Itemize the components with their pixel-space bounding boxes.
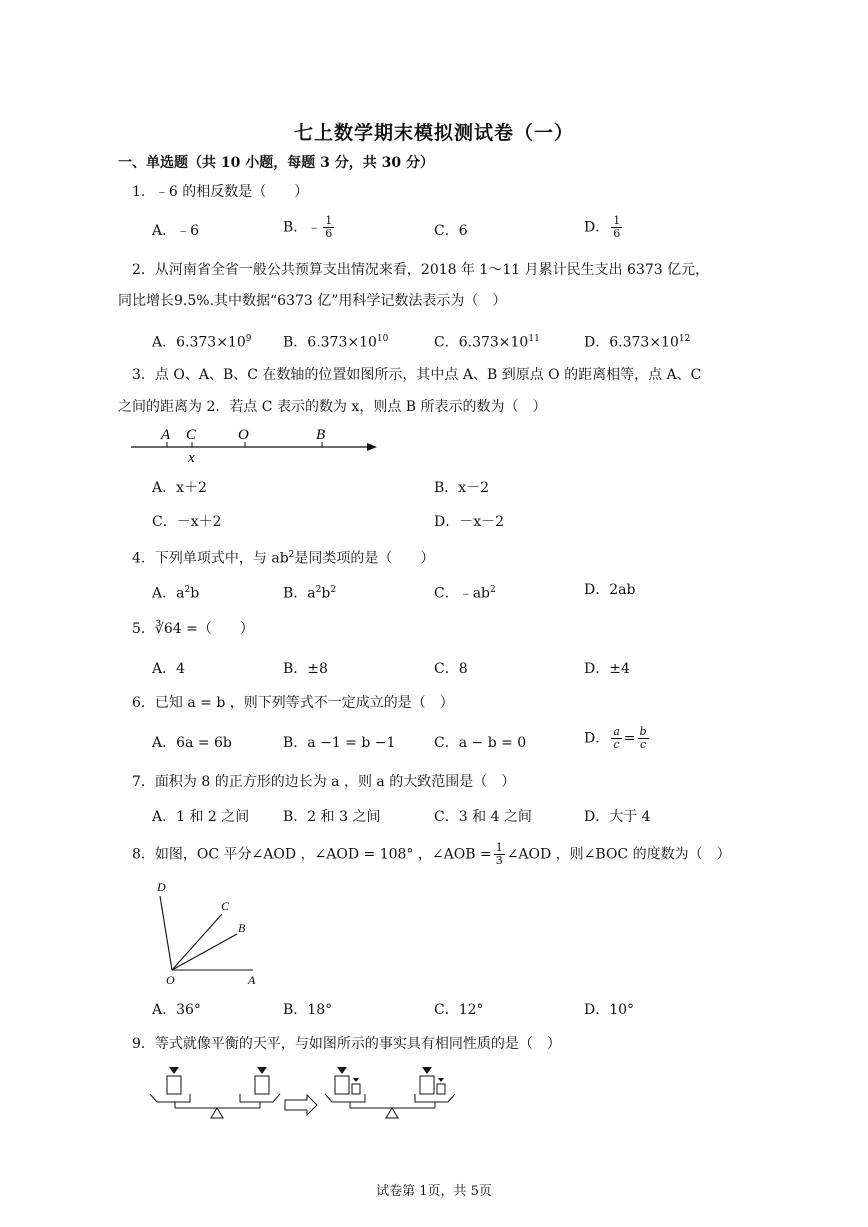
q6-option-d: D． $\frac{a}{c}$ = $\frac{b}{c}$ [584,725,647,751]
q2-option-d: D．$6.373\times 10^{12}$ [584,334,691,351]
ray-oc [172,914,222,970]
label-d: D [157,880,166,894]
question-2-line1: 2．从河南省全省一般公共预算支出情况来看，2018 年 1～11 月累计民生支出 6373 亿元， [132,262,710,278]
q2-option-b: B．$6.373\times 10^{10}$ [283,334,389,351]
q2-option-a: A．$6.373\times 10^9$ [152,334,252,351]
q3-option-b: B．x－2 [434,480,490,496]
weight-icon [422,1067,432,1074]
q1-option-d: D． $\frac{1}{6}$ [584,214,621,240]
question-2-line2: 同比增长9.5%.其中数据“6373 亿”用科学记数法表示为（ ） [118,293,507,309]
q6-option-b: B．a −1 = b −1 [283,735,396,751]
q6-option-c: C．a − b = 0 [434,735,527,751]
q7-option-d: D．大于 4 [584,809,651,825]
question-3-line2: 之间的距离为 2．若点 C 表示的数为 x，则点 B 所表示的数为（ ） [118,399,547,415]
label-o: O [238,427,249,443]
question-3-line1: 3．点 O、A、B、C 在数轴的位置如图所示，其中点 A、B 到原点 O 的距离相等，点 A、C [132,367,702,383]
q1-option-c: C．6 [434,223,468,239]
ray-ob [172,934,237,970]
balance-scale-figure [145,1062,465,1124]
q3-option-c: C．－x＋2 [152,514,222,530]
weight-icon [169,1067,179,1074]
transition-arrow-icon [285,1095,317,1115]
angle-figure [150,878,270,988]
q4-option-a: A．$a^2b$ [152,585,200,602]
label-c: C [221,899,230,913]
label-a: A [248,973,256,987]
fulcrum-icon [211,1108,223,1118]
q1-option-a: A．﹣6 [152,223,200,239]
label-c: C [186,427,197,443]
question-7-stem: 7．面积为 8 的正方形的边长为 a ，则 a 的大致范围是（ ） [132,774,516,790]
q5-option-c: C．8 [434,661,468,677]
q5-option-d: D．±4 [584,661,630,677]
question-9-stem: 9．等式就像平衡的天平，与如图所示的事实具有相同性质的是（ ） [132,1036,561,1052]
q8-option-c: C．12° [434,1002,484,1018]
weight-icon [337,1067,347,1074]
page-title: 七上数学期末模拟测试卷（一） [293,122,574,144]
label-b: B [316,427,326,443]
q8-option-a: A．36° [152,1002,201,1018]
axis-arrow-icon [367,443,377,451]
q8-option-b: B．18° [283,1002,333,1018]
q7-option-a: A．1 和 2 之间 [152,809,250,825]
question-1-stem: 1．﹣6 的相反数是（ ） [132,184,309,200]
fulcrum-icon [386,1108,398,1118]
weight-icon [257,1067,267,1074]
label-a: A [161,427,171,443]
question-4-stem: 4．下列单项式中，与 $ab^2$是同类项的是（ ） [132,550,435,567]
ray-od [160,896,172,970]
question-8-stem: 8．如图，OC 平分∠AOD ，∠AOD = 108° ，∠AOB = $\frac{1}{3}$ ∠AOD ，则∠BOC 的度数为（ ） [132,841,731,867]
question-6-stem: 6．已知 a = b ，则下列等式不一定成立的是（ ） [132,695,454,711]
q3-option-d: D．－x－2 [434,514,505,530]
label-b: B [238,921,246,935]
question-5-stem: 5．∛64 =（ ） [132,621,254,637]
q4-option-b: B．$a^2b^2$ [283,585,337,602]
q5-option-a: A．4 [152,661,186,677]
label-o: O [166,973,175,987]
q8-option-d: D．10° [584,1002,635,1018]
q3-option-a: A．x＋2 [152,480,207,496]
q1-option-b: B．﹣ $\frac{1}{6}$ [283,214,333,240]
small-weight-icon [353,1078,359,1082]
small-weight-icon [438,1078,444,1082]
q2-option-c: C．$6.373\times 10^{11}$ [434,334,540,351]
q7-option-b: B．2 和 3 之间 [283,809,381,825]
number-line-figure [125,422,385,466]
q7-option-c: C．3 和 4 之间 [434,809,532,825]
page-footer: 试卷第 1页，共 5页 [376,1184,492,1199]
label-x: x [188,450,195,466]
section-heading: 一、单选题（共 10 小题，每题 3 分，共 30 分） [118,155,434,171]
q6-option-a: A．6a = 6b [152,735,232,751]
q5-option-b: B．±8 [283,661,328,677]
balance-left [150,1067,280,1118]
q4-option-c: C．$﹣ab^2$ [434,585,496,602]
q4-option-d: D．2ab [584,582,636,598]
balance-right [325,1067,455,1118]
